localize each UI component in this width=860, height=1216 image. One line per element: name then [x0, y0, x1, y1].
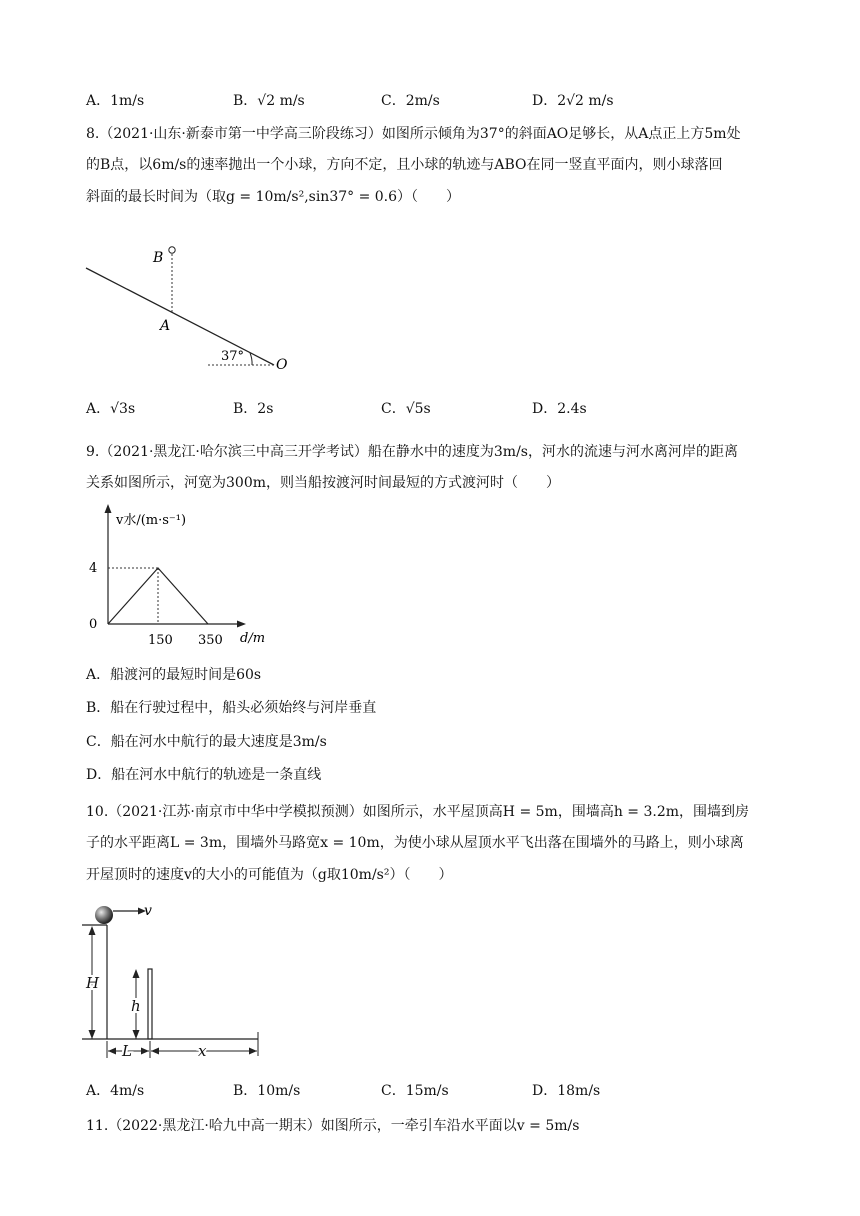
incline-line — [86, 268, 274, 365]
q10-house-wall-figure — [76, 896, 276, 1071]
label-v: v — [144, 903, 152, 919]
origin-label: 0 — [89, 617, 98, 632]
q8-option-a: A．√3s — [86, 401, 136, 417]
ball — [95, 906, 113, 924]
q9-option-a: A．船渡河的最短时间是60s — [86, 667, 262, 683]
q9-option-c: C．船在河水中航行的最大速度是3m/s — [86, 734, 327, 750]
q10-option-a: A．4m/s — [86, 1083, 145, 1099]
y-tick-label: 4 — [89, 561, 98, 576]
q8-option-d: D．2.4s — [532, 401, 587, 417]
q8-stem-line-2: 的B点，以6m/s的速率抛出一个小球，方向不定，且小球的轨迹与ABO在同一竖直平面内，则小球落回 — [86, 157, 723, 173]
angle-arc — [250, 353, 252, 365]
label-l: L — [122, 1042, 132, 1060]
y-axis-arrow — [105, 504, 112, 513]
x-axis-label: d/m — [240, 631, 266, 646]
q10-stem-line-2: 子的水平距离L = 3m，围墙外马路宽x = 10m，为使小球从屋顶水平飞出落在围墙外的马路上，则小球离 — [86, 835, 744, 851]
y-axis-label: v水/(m·s⁻¹) — [116, 513, 187, 528]
label-o: O — [276, 357, 288, 373]
boundary-wall — [148, 969, 152, 1039]
label-x: x — [198, 1042, 207, 1060]
q8-stem-line-1: 8.（2021·山东·新泰市第一中学高三阶段练习）如图所示倾角为37°的斜面AO足够长，从A点正上方5m处 — [86, 126, 741, 142]
q8-incline-figure — [80, 240, 300, 375]
label-h-big: H — [86, 974, 100, 992]
q7-option-c: C．2m/s — [381, 93, 440, 109]
x-axis-arrow — [237, 621, 246, 628]
q9-stem-line-1: 9.（2021·黑龙江·哈尔滨三中高三开学考试）船在静水中的速度为3m/s，河水的流速与河水离河岸的距离 — [86, 444, 738, 460]
q10-option-b: B．10m/s — [233, 1083, 301, 1099]
x-tick-150: 150 — [148, 633, 173, 648]
x-tick-350: 350 — [198, 633, 223, 648]
label-h-small: h — [131, 997, 141, 1015]
q11-stem-line-1: 11.（2022·黑龙江·哈九中高一期末）如图所示，一牵引车沿水平面以v = 5m/s — [86, 1118, 580, 1134]
q8-option-b: B．2s — [233, 401, 274, 417]
q9-stem-line-2: 关系如图所示，河宽为300m，则当船按渡河时间最短的方式渡河时（ ） — [86, 475, 560, 491]
q9-velocity-graph — [80, 500, 300, 652]
label-angle: 37° — [221, 349, 245, 364]
q10-option-c: C．15m/s — [381, 1083, 449, 1099]
q9-option-d: D．船在河水中航行的轨迹是一条直线 — [86, 767, 322, 783]
q7-option-b: B．√2 m/s — [233, 93, 305, 109]
q7-option-a: A．1m/s — [86, 93, 145, 109]
q9-option-b: B．船在行驶过程中，船头必须始终与河岸垂直 — [86, 700, 377, 716]
q7-option-d: D．2√2 m/s — [532, 93, 614, 109]
label-b: B — [153, 250, 164, 266]
point-b-circle — [169, 247, 175, 253]
label-a: A — [160, 318, 171, 334]
q10-stem-line-3: 开屋顶时的速度v的大小的可能值为（g取10m/s²）（ ） — [86, 867, 453, 883]
q10-option-d: D．18m/s — [532, 1083, 601, 1099]
q10-stem-line-1: 10.（2021·江苏·南京市中华中学模拟预测）如图所示，水平屋顶高H = 5m，围墙高h = 3.2m，围墙到房 — [86, 804, 750, 820]
q8-option-c: C．√5s — [381, 401, 431, 417]
q8-stem-line-3: 斜面的最长时间为（取g = 10m/s²,sin37° = 0.6）（ ） — [86, 189, 461, 205]
